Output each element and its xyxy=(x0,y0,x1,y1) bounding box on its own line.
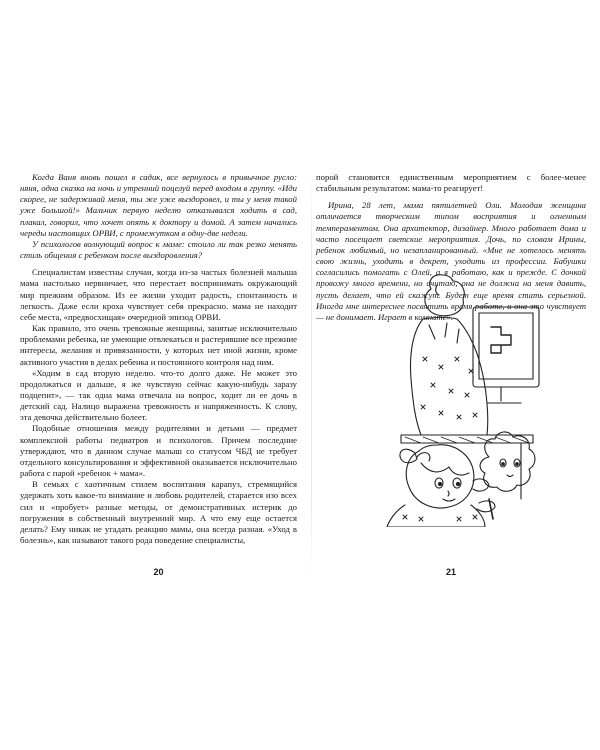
book-spread xyxy=(14,172,586,577)
paragraph-6: Подобные отношения между родителями и детьми — предмет комплексной работы педиатров и психологов. Причем последние утверждают, что в данном случае малыш со статусом ЧБД не требует отдельного консультирования и эффективной оказывается исключительно работа с парой «ребенок + мама». xyxy=(20,423,297,479)
book-gutter xyxy=(311,172,312,577)
paragraph-case-study: Ирина, 28 лет, мама пятилетней Оли. Молодая женщина отличается творческим типом восприятия и огненным темпераментом. Она архитектор, дизайнер. Много работает дома и часто посещает светские мероприятия. Дочь, по словам Ирины, ребенок любимый, но незапланированный. «Мне не хотелось менять свою жизнь, уходить в декрет, уходить из профессии. Бабушки согласились помогать с Олей, а я работаю, как и прежде. С дочкой провожу много времени, но считаю, она не должна на меня давить, пусть делает, что ей скажут. Будет еще время стать серьезной. Иногда мне интереснее посвятить время работе, и она это чувствует — не донимает. Играет в комнате». xyxy=(316,200,586,322)
paragraph-4: Как правило, это очень тревожные женщины, занятые исключительно проблемами ребенка, не умеющие отвлекаться и растерявшие все прежние интересы, желания и привязанности, у которых нет иной жизни, кроме активного участия в делах ребенка и постоянного контроля над ним. xyxy=(20,323,297,367)
paragraph-5: «Ходим в сад вторую неделю. что-то долго даже. Не может это продолжаться и дальше, я же чувствую сейчас какую-нибудь заразу подцепит», — так одна мама отвечала на вопрос, ходит ли ее дочь в детский сад. Налицо выражена тревожность и напряженность. К слову, эта девочка действительно болеет. xyxy=(20,367,297,423)
illustration-mother-and-daughter xyxy=(361,267,551,527)
paragraph-continued: порой становится единственным мероприятием с более-менее стабильным результатом: мама-то реагирует! xyxy=(316,172,586,194)
page-number-right: 21 xyxy=(445,567,456,577)
paragraph-7: В семьях с хаотичным стилем воспитания карапуз, стремящийся удержать хоть какое-то внимание и любовь родителей, старается изо всех сил и «пробует» разные методы, от демонстративных истерик до погружения в собственный внутренний мир. А что ему еще остается делать? Ему никак не угадать реакцию мамы, она всегда разная. «Уход в болезнь», как называют такого рода поведение специалисты, xyxy=(20,479,297,545)
paragraph-3: Специалистам известны случаи, когда из-за частых болезней малыша мама настолько нервничает, что перестает воспринимать окружающий мир прежним образом. Из ее жизни уходит радость, спонтанность и легкость. Даже если кроха чувствует себя прекрасно. мама не находит себе места, «предвосхищая» очередной эпизод ОРВИ. xyxy=(20,267,297,322)
left-page xyxy=(20,172,297,577)
paragraph-2: У психологов волнующий вопрос к маме: стоило ли так резко менять стиль общения с ребенком после выздоровления? xyxy=(20,238,297,261)
right-page xyxy=(316,172,586,577)
page-number-left: 20 xyxy=(153,567,164,577)
paragraph-1: Когда Ваня вновь пошел в садик, все вернулось в привычное русло: няня, одна сказка на ночь и утренний поцелуй перед входом в группу. «Иди скорее, не задерживай меня, ты же уже выздоровел, и ты у меня такой уже большой!» Мальчик первую неделю отказывался ходить в сад, плакал, говорил, что хочет опять к доктору и домой. А затем начались череды настоящих ОРВИ, с промежутком в одну-две недели. xyxy=(20,172,297,238)
